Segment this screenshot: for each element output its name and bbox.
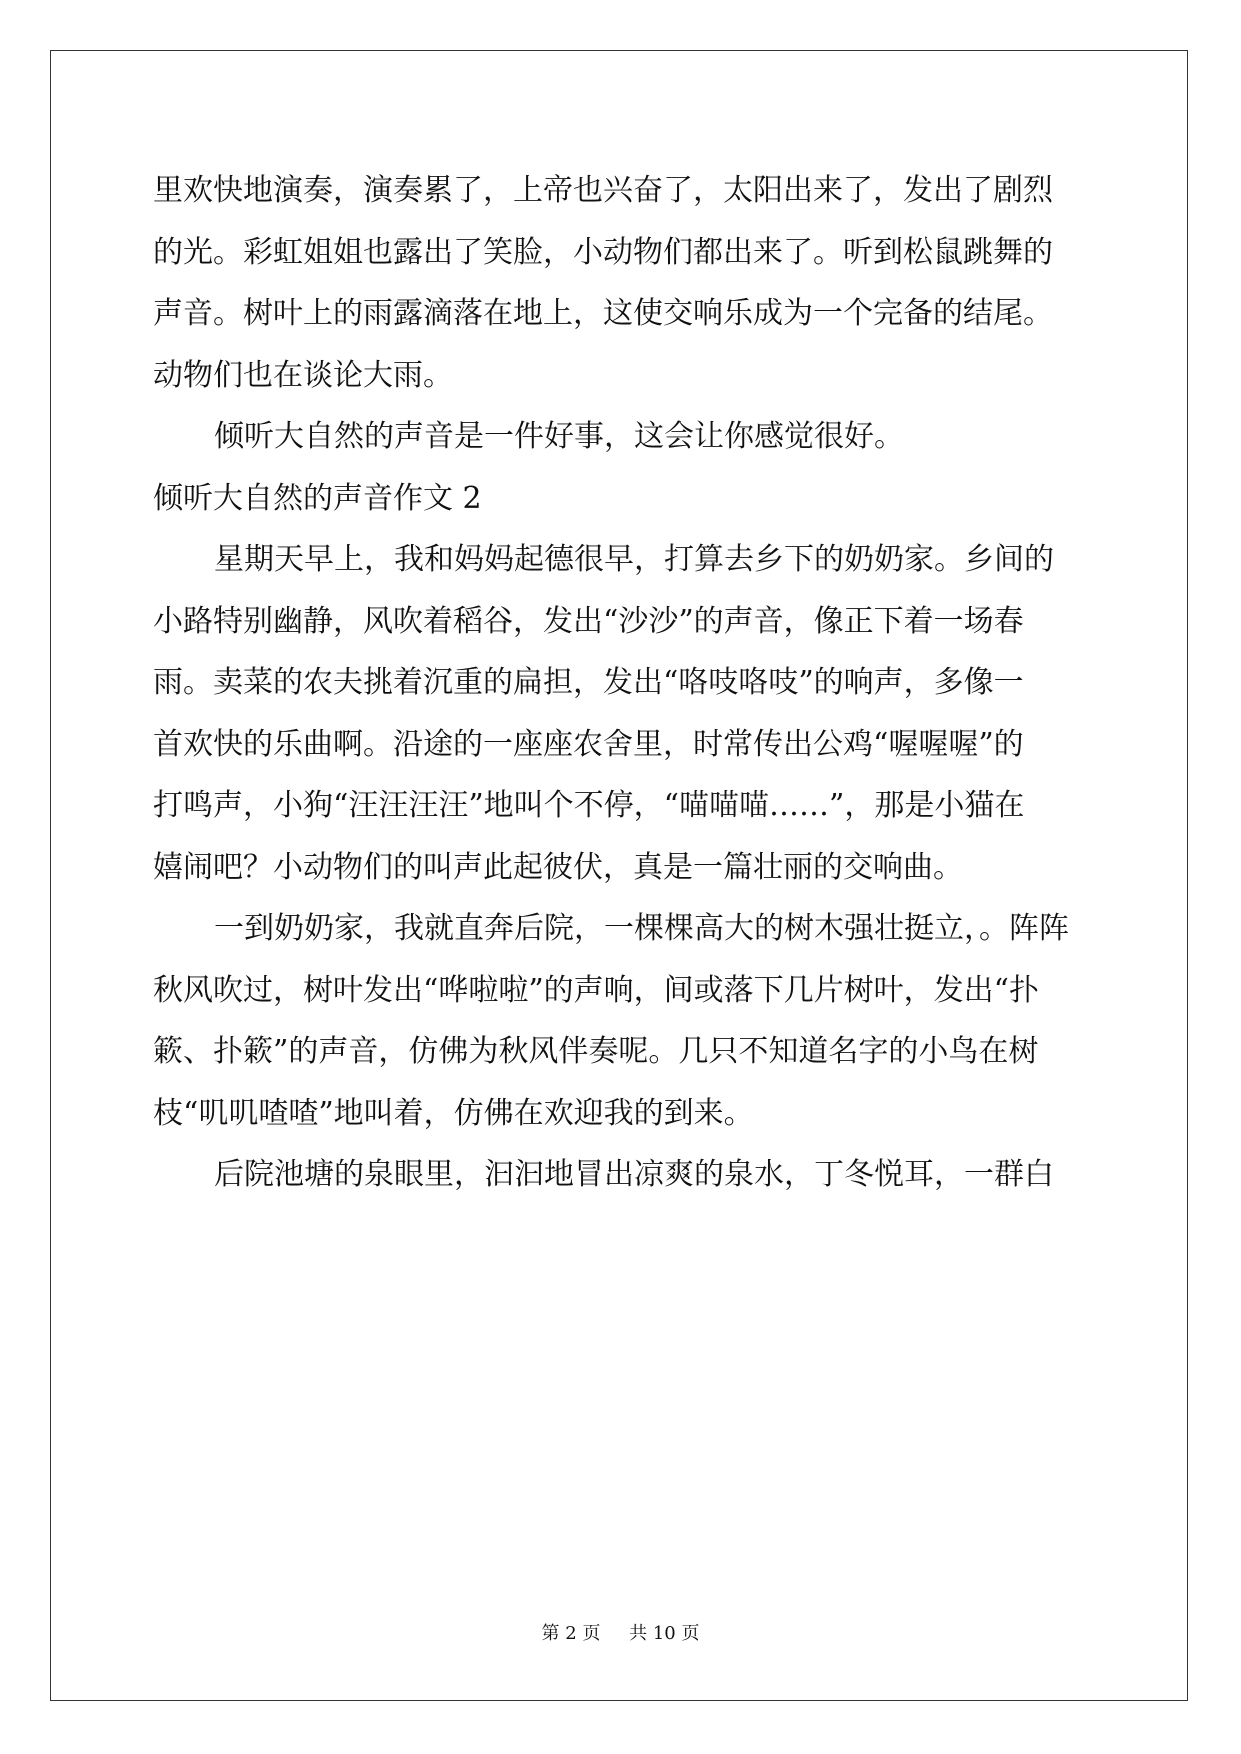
- text-line: 枝“叽叽喳喳”地叫着，仿佛在欢迎我的到来。: [153, 1095, 754, 1131]
- section-heading: 倾听大自然的声音作文 2: [153, 480, 482, 516]
- page-total: 共 10 页: [629, 1623, 700, 1644]
- text-line: 簌、扑簌”的声音，仿佛为秋风伴奏呢。几只不知道名字的小鸟在树: [153, 1034, 1039, 1069]
- text-line: 首欢快的乐曲啊。沿途的一座座农舍里，时常传出公鸡“喔喔喔”的: [153, 726, 1024, 762]
- text-line: 后院池塘的泉眼里，汩汩地冒出凉爽的泉水，丁冬悦耳，一群白: [214, 1157, 1054, 1192]
- text-line: 的光。彩虹姐姐也露出了笑脸，小动物们都出来了。听到松鼠跳舞的: [153, 234, 1053, 270]
- text-line: 秋风吹过，树叶发出“哗啦啦”的声响，间或落下几片树叶，发出“扑: [153, 972, 1040, 1008]
- text-line: 嬉闹吧？小动物们的叫声此起彼伏，真是一篇壮丽的交响曲。: [153, 849, 963, 885]
- page-number: 第 2 页: [541, 1623, 601, 1644]
- text-line: 里欢快地演奏，演奏累了，上帝也兴奋了，太阳出来了，发出了剧烈: [153, 173, 1053, 208]
- page-footer: [0, 1619, 1241, 1645]
- text-line: 倾听大自然的声音是一件好事，这会让你感觉很好。: [214, 419, 904, 454]
- footer-spacer: [606, 1623, 623, 1644]
- document-body: [153, 160, 1089, 1206]
- text-line: 星期天早上，我和妈妈起德很早，打算去乡下的奶奶家。乡间的: [214, 542, 1054, 577]
- text-line: 动物们也在谈论大雨。: [153, 357, 453, 393]
- text-line: 小路特别幽静，风吹着稻谷，发出“沙沙”的声音，像正下着一场春: [153, 603, 1024, 639]
- text-line: 声音。树叶上的雨露滴落在地上，这使交响乐成为一个完备的结尾。: [153, 296, 1053, 331]
- text-line: 一到奶奶家，我就直奔后院，一棵棵高大的树木强壮挺立，。阵阵: [214, 911, 1069, 946]
- text-line: 打鸣声，小狗“汪汪汪汪”地叫个不停，“喵喵喵……”，那是小猫在: [153, 788, 1025, 823]
- text-line: 雨。卖菜的农夫挑着沉重的扁担，发出“咯吱咯吱”的响声，多像一: [153, 665, 1024, 700]
